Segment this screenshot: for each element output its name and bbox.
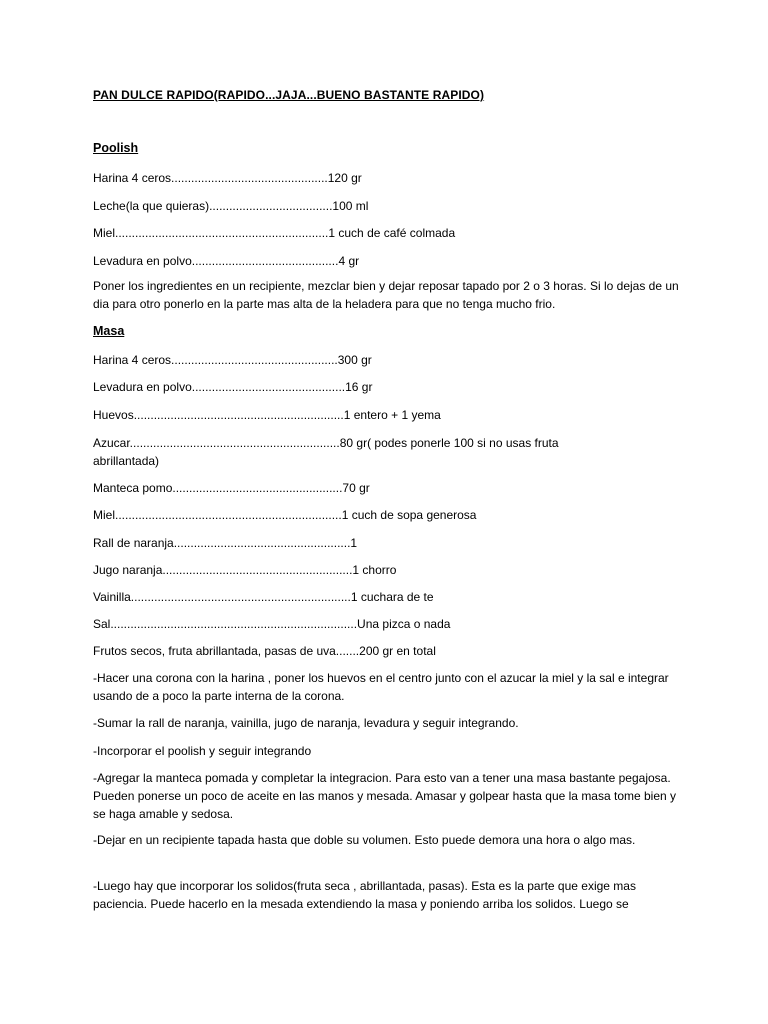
ingredient-line: Leche(la que quieras).....................................100 ml	[93, 199, 369, 213]
ingredient-line: Azucar...............................................................80 gr( podes ponerle 100 si no usas fruta abrillantada)	[93, 436, 559, 468]
step-paragraph: -Agregar la manteca pomada y completar la integracion. Para esto van a tener una masa bastante pegajosa. Pueden ponerse un poco de aceite en las manos y mesada. Amasar y golpear hasta que la masa tome bien y se haga amable y sedosa.	[93, 771, 677, 821]
ingredient-line: Huevos...............................................................1 entero + 1 yema	[93, 408, 441, 422]
ingredient-line: Jugo naranja.........................................................1 chorro	[93, 563, 397, 577]
ingredient-line: Harina 4 ceros..................................................300 gr	[93, 353, 372, 367]
ingredient-line: Levadura en polvo..............................................16 gr	[93, 380, 373, 394]
step-paragraph: -Sumar la rall de naranja, vainilla, jugo de naranja, levadura y seguir integrando.	[93, 716, 519, 730]
ingredient-line: Miel................................................................1 cuch de café colmada	[93, 226, 456, 240]
step-paragraph: -Luego hay que incorporar los solidos(fruta seca , abrillantada, pasas). Esta es la parte que exige mas paciencia. Puede hacerlo en la mesada extendiendo la masa y poniendo arriba los solidos. Luego se	[93, 879, 636, 911]
poolish-instructions: Poner los ingredientes en un recipiente, mezclar bien y dejar reposar tapado por 2 o 3 horas. Si lo dejas de un dia para otro ponerlo en la parte mas alta de la heladera para que no tenga mucho frio.	[93, 279, 679, 311]
ingredient-line: Manteca pomo...................................................70 gr	[93, 481, 370, 495]
ingredient-line: Frutos secos, fruta abrillantada, pasas de uva.......200 gr en total	[93, 644, 436, 658]
ingredient-line: Levadura en polvo............................................4 gr	[93, 254, 360, 268]
poolish-heading: Poolish	[93, 141, 139, 155]
ingredient-line: Sal..........................................................................Una pizca o nada	[93, 617, 451, 631]
ingredient-line: Harina 4 ceros...............................................120 gr	[93, 171, 362, 185]
step-paragraph: -Hacer una corona con la harina , poner los huevos en el centro junto con el azucar la miel y la sal e integrar usando de a poco la parte interna de la corona.	[93, 671, 669, 703]
ingredient-line: Rall de naranja.....................................................1	[93, 536, 358, 550]
document-title: PAN DULCE RAPIDO(RAPIDO...JAJA...BUENO BASTANTE RAPIDO)	[93, 88, 485, 102]
ingredient-line: Miel....................................................................1 cuch de sopa generosa	[93, 508, 477, 522]
masa-heading: Masa	[93, 324, 125, 338]
step-paragraph: -Dejar en un recipiente tapada hasta que doble su volumen. Esto puede demora una hora o algo mas.	[93, 833, 636, 847]
ingredient-line: Vainilla..................................................................1 cuchara de te	[93, 590, 434, 604]
step-paragraph: -Incorporar el poolish y seguir integrando	[93, 744, 312, 758]
